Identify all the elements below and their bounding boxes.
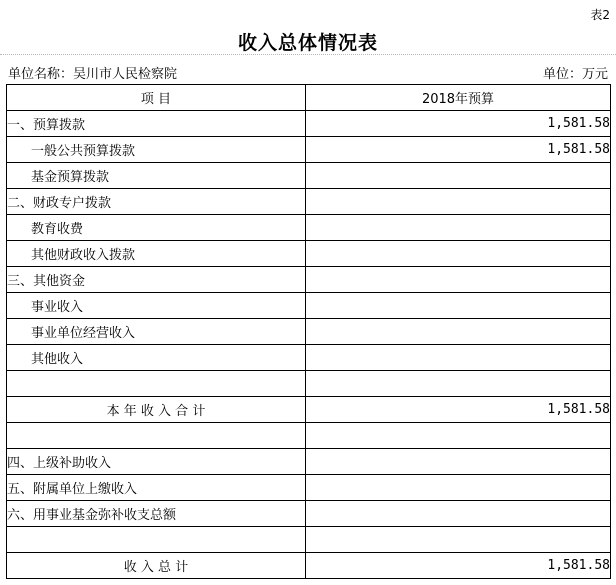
row-amount bbox=[306, 345, 611, 371]
table-row bbox=[7, 345, 611, 371]
sheet-id-label: 表2 bbox=[590, 8, 610, 22]
row-item bbox=[7, 371, 306, 397]
row-amount bbox=[306, 527, 611, 553]
row-item: 基金预算拨款 bbox=[7, 163, 306, 189]
column-header-budget: 2018年预算 bbox=[306, 85, 611, 111]
row-amount bbox=[306, 423, 611, 449]
row-amount: 1,581.58 bbox=[306, 137, 611, 163]
grand-total-amount: 1,581.58 bbox=[306, 553, 611, 579]
row-item: 其他收入 bbox=[7, 345, 306, 371]
row-item: 事业单位经营收入 bbox=[7, 319, 306, 345]
row-item: 三、其他资金 bbox=[7, 267, 306, 293]
table-row bbox=[7, 111, 611, 137]
row-amount bbox=[306, 293, 611, 319]
row-item: 二、财政专户拨款 bbox=[7, 189, 306, 215]
unit-name-label: 单位名称：吴川市人民检察院 bbox=[8, 67, 178, 82]
row-item: 教育收费 bbox=[7, 215, 306, 241]
row-item bbox=[7, 527, 306, 553]
row-item: 其他财政收入拨款 bbox=[7, 241, 306, 267]
row-item bbox=[7, 423, 306, 449]
row-item: 一、预算拨款 bbox=[7, 111, 306, 137]
column-header-item: 项 目 bbox=[7, 85, 306, 111]
grand-total-row bbox=[7, 553, 611, 579]
income-table bbox=[6, 84, 611, 579]
row-amount bbox=[306, 319, 611, 345]
row-amount bbox=[306, 163, 611, 189]
row-amount bbox=[306, 215, 611, 241]
subtotal-row bbox=[7, 397, 611, 423]
table-row bbox=[7, 189, 611, 215]
subtotal-label: 本 年 收 入 合 计 bbox=[7, 397, 306, 423]
row-item: 事业收入 bbox=[7, 293, 306, 319]
row-amount: 1,581.58 bbox=[306, 111, 611, 137]
table-row bbox=[7, 527, 611, 553]
row-item: 五、附属单位上缴收入 bbox=[7, 475, 306, 501]
table-row bbox=[7, 267, 611, 293]
table-row bbox=[7, 371, 611, 397]
table-row bbox=[7, 501, 611, 527]
row-amount bbox=[306, 475, 611, 501]
row-amount bbox=[306, 371, 611, 397]
subtotal-amount: 1,581.58 bbox=[306, 397, 611, 423]
row-item: 一般公共预算拨款 bbox=[7, 137, 306, 163]
page-title: 收入总体情况表 bbox=[237, 32, 378, 54]
table-row bbox=[7, 319, 611, 345]
table-row bbox=[7, 475, 611, 501]
row-item: 六、用事业基金弥补收支总额 bbox=[7, 501, 306, 527]
table-row bbox=[7, 137, 611, 163]
row-amount bbox=[306, 241, 611, 267]
row-amount bbox=[306, 189, 611, 215]
row-amount bbox=[306, 501, 611, 527]
table-row bbox=[7, 163, 611, 189]
grand-total-label: 收 入 总 计 bbox=[7, 553, 306, 579]
table-row bbox=[7, 423, 611, 449]
table-row bbox=[7, 449, 611, 475]
table-row bbox=[7, 215, 611, 241]
unit-measure-label: 单位：万元 bbox=[542, 67, 608, 82]
row-amount bbox=[306, 449, 611, 475]
table-row bbox=[7, 241, 611, 267]
table-header-row bbox=[7, 85, 611, 111]
table-row bbox=[7, 293, 611, 319]
row-item: 四、上级补助收入 bbox=[7, 449, 306, 475]
row-amount bbox=[306, 267, 611, 293]
